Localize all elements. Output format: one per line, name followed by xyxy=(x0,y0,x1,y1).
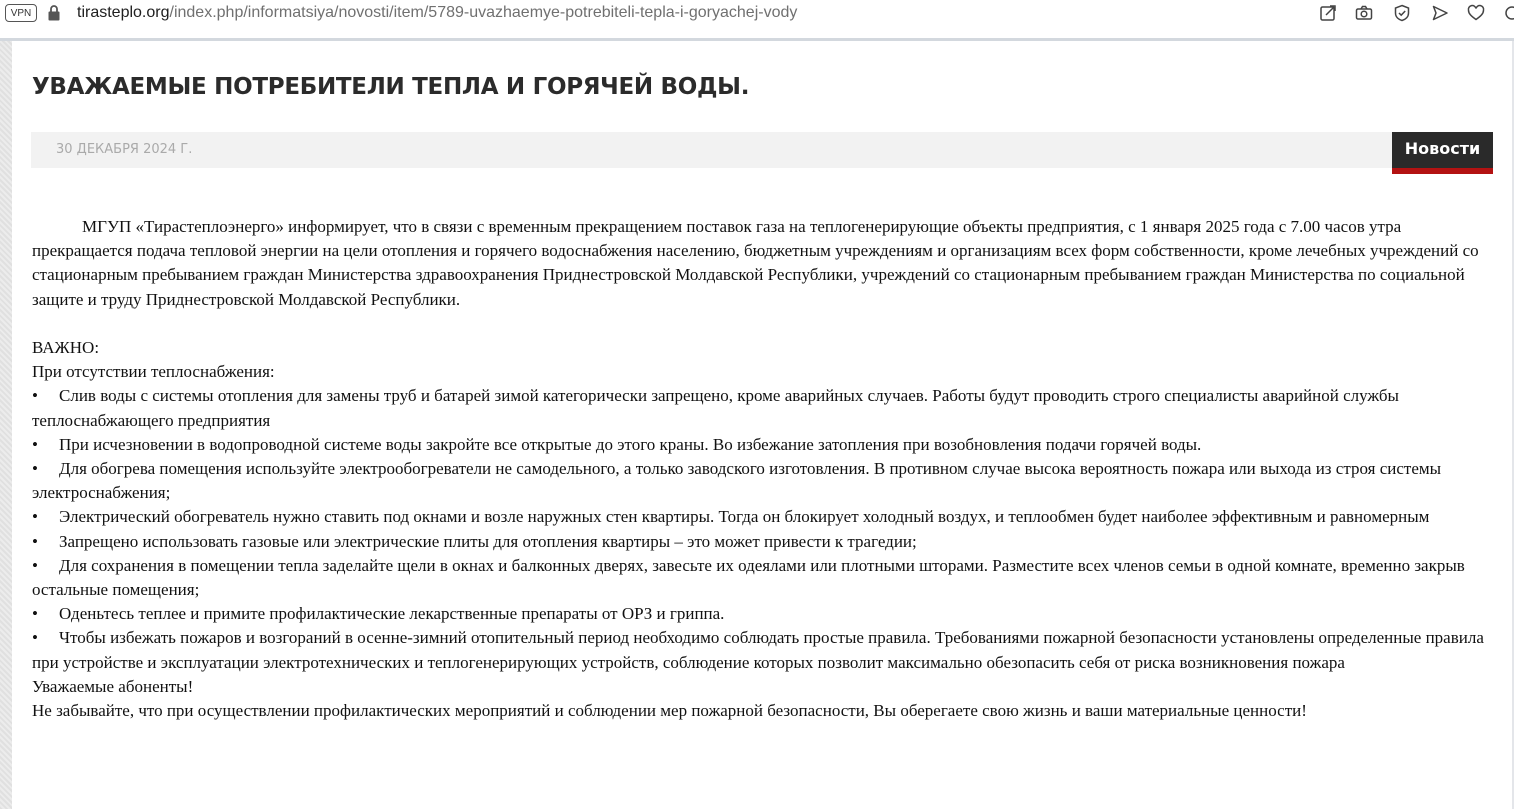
lock-icon[interactable] xyxy=(47,4,61,22)
bullet-mark: • xyxy=(32,459,38,479)
list-item-text: Для обогрева помещения используйте электрообогреватели не самодельного, а только заводского изготовления. В противном случае высока вероятность пожара или выхода из строя системы электроснабжения; xyxy=(32,459,1442,503)
list-item xyxy=(32,554,1494,602)
article-lead-paragraph: МГУП «Тирастеплоэнерго» информирует, что в связи с временным прекращением поставок газа на теплогенерирующие объекты предприятия, с 1 января 2025 года с 7.00 часов утра прекращается подача тепловой энергии на цели отопления и горячего водоснабжения населению, бюджетным учреждениям и организациям всех форм собственности, кроме лечебных учреждений со стационарным пребыванием граждан Министерства здравоохранения Приднестровской Молдавской Республики, учреждений со стационарным пребыванием граждан Министерства по социальной защите и труду Приднестровской Молдавской Республики. xyxy=(32,217,1479,309)
article-body xyxy=(32,215,1494,723)
paragraph-spacer xyxy=(32,312,1494,336)
category-link-news[interactable]: Новости xyxy=(1392,132,1493,174)
list-item-text: Чтобы избежать пожаров и возгораний в осенне-зимний отопительный период необходимо соблюдать простые правила. Требованиями пожарной безопасности установлены определенные правила при устройстве и эксплуатации электротехнических и теплогенерирующих устройств, соблюдение которых позволит максимально обезопасить себя от риска возникновения пожара xyxy=(32,628,1484,672)
heart-icon[interactable] xyxy=(1467,4,1485,22)
shield-icon[interactable] xyxy=(1393,4,1411,22)
important-heading: ВАЖНО: xyxy=(32,338,100,357)
list-item xyxy=(32,626,1494,674)
list-item xyxy=(32,505,1494,529)
list-item-text: Запрещено использовать газовые или электрические плиты для отопления квартиры – это может привести к трагедии; xyxy=(59,531,917,551)
article-date: 30 ДЕКАБРЯ 2024 Г. xyxy=(56,142,193,157)
list-item xyxy=(32,602,1494,626)
list-item-text: При исчезновении в водопроводной системе воды закройте все открытые до этого краны. Во избежание затопления при возобновления подачи горячей воды. xyxy=(59,434,1202,454)
article-meta-bar xyxy=(31,132,1493,168)
list-item xyxy=(32,530,1494,554)
url-domain: tirasteplo.org xyxy=(77,4,170,21)
settings-icon[interactable] xyxy=(1503,4,1514,22)
list-item xyxy=(32,384,1494,432)
list-item xyxy=(32,433,1494,457)
left-decorative-strip xyxy=(0,41,12,809)
bullet-mark: • xyxy=(32,531,38,551)
bullet-mark: • xyxy=(32,507,38,527)
bullet-mark: • xyxy=(32,604,38,624)
article-title: УВАЖАЕМЫЕ ПОТРЕБИТЕЛИ ТЕПЛА И ГОРЯЧЕЙ ВОДЫ. xyxy=(32,74,750,100)
send-icon[interactable] xyxy=(1431,4,1449,22)
article-container xyxy=(12,41,1512,809)
vpn-badge[interactable]: VPN xyxy=(5,4,37,22)
bullet-mark: • xyxy=(32,628,38,648)
closing-text: Не забывайте, что при осуществлении профилактических мероприятий и соблюдении мер пожарной безопасности, Вы оберегаете свою жизнь и ваши материальные ценности! xyxy=(32,701,1307,721)
important-intro: При отсутствии теплоснабжения: xyxy=(32,362,275,382)
closing-greeting: Уважаемые абоненты! xyxy=(32,676,194,696)
bullet-mark: • xyxy=(32,434,38,454)
list-item-text: Для сохранения в помещении тепла заделайте щели в окнах и балконных дверях, завесьте их одеялами или плотными шторами. Разместите всех членов семьи в одной комнате, временно закрыв остальные помещения; xyxy=(32,555,1465,600)
bullet-mark: • xyxy=(32,386,38,406)
list-item-text: Слив воды с системы отопления для замены труб и батарей зимой категорически запрещено, кроме аварийных случаев. Работы будут проводить строго специалисты аварийной службы теплоснабжающего предприятия xyxy=(32,386,1399,430)
edit-icon[interactable] xyxy=(1319,4,1337,22)
url-field[interactable] xyxy=(77,3,797,23)
browser-address-bar xyxy=(0,0,1514,38)
url-path: /index.php/informatsiya/novosti/item/5789-uvazhaemye-potrebiteli-tepla-i-goryachej-vody xyxy=(169,4,798,21)
bullet-mark: • xyxy=(32,555,38,575)
camera-icon[interactable] xyxy=(1355,4,1373,22)
list-item-text: Электрический обогреватель нужно ставить под окнами и возле наружных стен квартиры. Тогда он блокирует холодный воздух, и теплообмен будет наиболее эффективным и равномерным xyxy=(59,507,1430,527)
list-item xyxy=(32,457,1494,505)
list-item-text: Оденьтесь теплее и примите профилактические лекарственные препараты от ОРЗ и гриппа. xyxy=(59,604,725,624)
